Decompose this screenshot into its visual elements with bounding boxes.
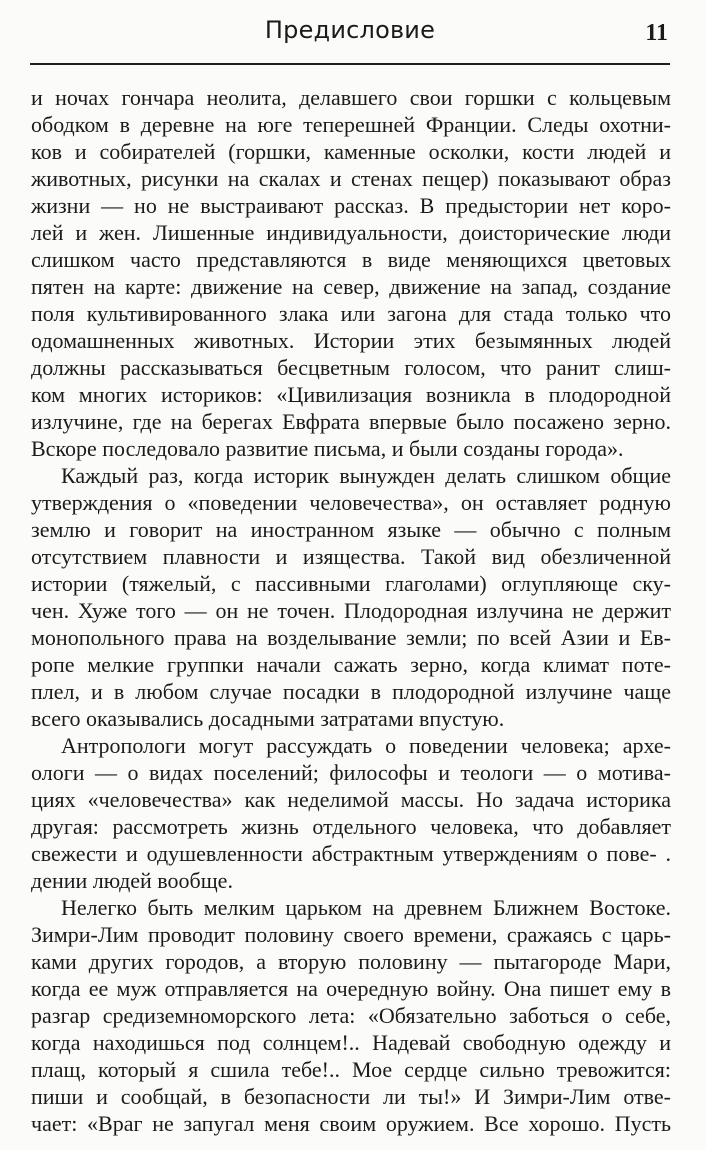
text-line: циях «человечества» как неделимой массы. Но задача историка — [31, 787, 671, 812]
running-head — [30, 16, 670, 64]
text-line: монопольного права на возделывание земли; по всей Азии и Ев- — [31, 625, 671, 650]
text-line: когда ее муж отправляется на очередную войну. Она пишет ему в — [31, 976, 671, 1001]
text-line: Нелегко быть мелким царьком на древнем Ближнем Востоке. — [61, 895, 671, 920]
text-line: истории (тяжелый, с пассивными глаголами) оглупляюще ску- — [31, 571, 671, 596]
text-line: излучине, где на берегах Евфрата впервые было посажено зерно. — [31, 409, 671, 434]
header-rule — [30, 63, 670, 65]
text-line: должны рассказываться бесцветным голосом, что ранит слиш- — [31, 355, 671, 380]
text-line: землю и говорит на иностранном языке — обычно с полным — [31, 517, 671, 542]
text-line: одомашненных животных. Истории этих безымянных людей — [31, 328, 671, 353]
text-line: отсутствием плавности и изящества. Такой вид обезличенной — [31, 544, 671, 569]
text-line: ками других городов, а вторую половину — пытагороде Мари, — [31, 949, 671, 974]
text-line: чает: «Враг не запугал меня своим оружием. Все хорошо. Пусть — [31, 1111, 671, 1136]
text-line: плащ, который я сшила тебе!.. Мое сердце сильно тревожится: — [31, 1057, 671, 1082]
text-line: Антропологи могут рассуждать о поведении человека; архе- — [61, 733, 671, 758]
text-line: животных, рисунки на скалах и стенах пещер) показывают образ — [31, 166, 671, 191]
text-line: ободком в деревне на юге теперешней Франции. Следы охотни- — [31, 112, 671, 137]
text-line: другая: рассмотреть жизнь отдельного человека, что добавляет — [31, 814, 671, 839]
text-line: Каждый раз, когда историк вынужден делать слишком общие — [61, 463, 671, 488]
text-line: плел, и в любом случае посадки в плодородной излучине чаще — [31, 679, 671, 704]
chapter-title: Предисловие — [264, 16, 436, 44]
text-line: когда находишься под солнцем!.. Надевай свободную одежду и — [31, 1030, 671, 1055]
text-line: ком многих историков: «Цивилизация возникла в плодородной — [31, 382, 671, 407]
text-line: чен. Хуже того — он не точен. Плодородная излучина не держит — [31, 598, 671, 623]
text-line: ропе мелкие группки начали сажать зерно, когда климат поте- — [31, 652, 671, 677]
text-line: поля культивированного злака или загона для стада только что — [31, 301, 671, 326]
text-line: утверждения о «поведении человечества», он оставляет родную — [31, 490, 671, 515]
text-line: ков и собирателей (горшки, каменные осколки, кости людей и — [31, 139, 671, 164]
text-line: разгар средиземноморского лета: «Обязательно заботься о себе, — [31, 1003, 671, 1028]
text-line: пятен на карте: движение на север, движение на запад, создание — [31, 274, 671, 299]
text-line: слишком часто представляются в виде меняющихся цветовых — [31, 247, 671, 272]
text-line: Вскоре последовало развитие письма, и были созданы города». — [31, 436, 624, 461]
page-number: 11 — [645, 20, 668, 46]
text-line: всего оказывались досадными затратами впустую. — [31, 706, 505, 731]
text-line: пиши и сообщай, в безопасности ли ты!» И Зимри-Лим отве- — [31, 1084, 671, 1109]
text-line: свежести и одушевленности абстрактным утверждениям о пове- . — [31, 841, 671, 866]
text-line: дении людей вообще. — [31, 868, 233, 893]
text-line: жизни — но не выстраивают рассказ. В предыстории нет коро- — [31, 193, 671, 218]
body-text — [31, 84, 671, 1137]
text-line: лей и жен. Лишенные индивидуальности, доисторические люди — [31, 220, 671, 245]
text-line: Зимри-Лим проводит половину своего времени, сражаясь с царь- — [31, 922, 671, 947]
text-line: ологи — о видах поселений; философы и теологи — о мотива- — [31, 760, 671, 785]
text-line: и ночах гончара неолита, делавшего свои горшки с кольцевым — [31, 85, 671, 110]
